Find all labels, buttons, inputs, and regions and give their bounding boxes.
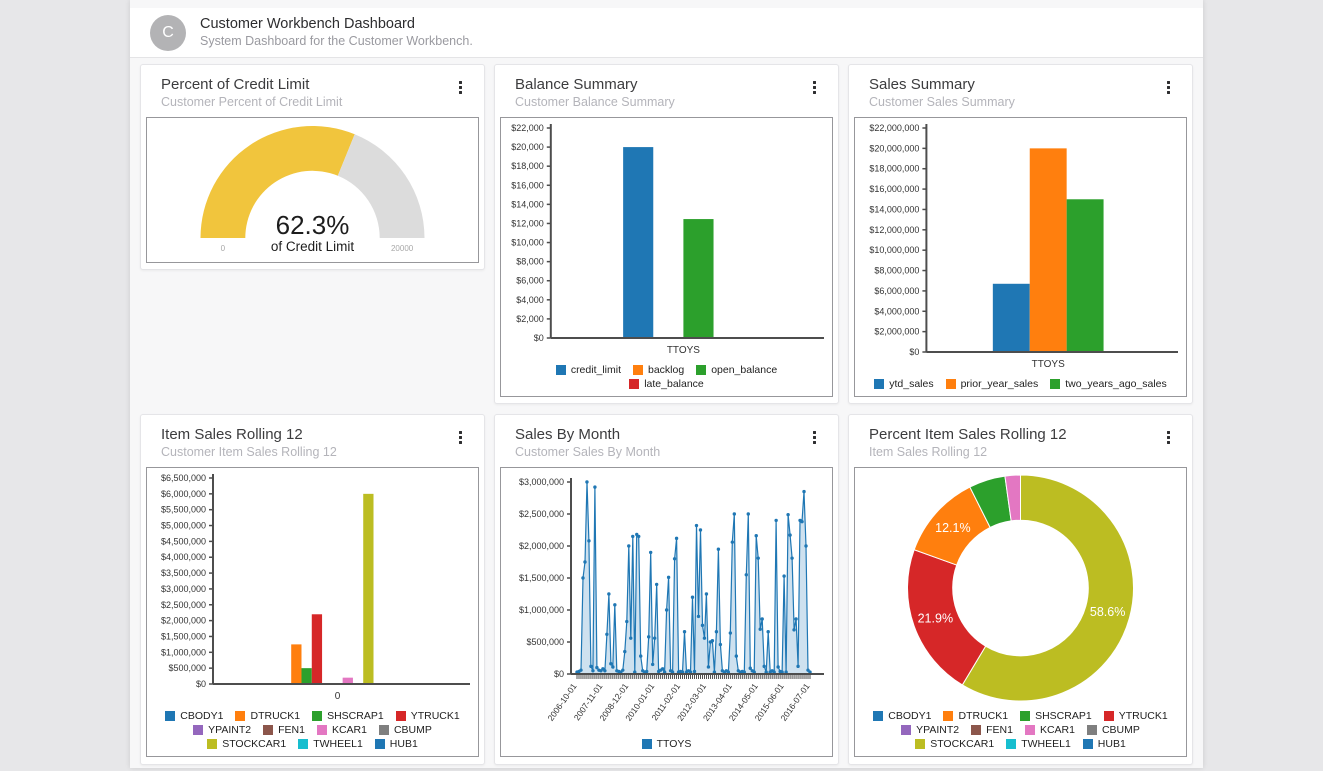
card-subtitle: Customer Percent of Credit Limit (161, 95, 343, 109)
legend-label: CBODY1 (888, 710, 932, 722)
legend-label: FEN1 (986, 724, 1013, 736)
legend-label: TWHEEL1 (313, 738, 363, 750)
kebab-menu-icon[interactable] (451, 76, 470, 99)
svg-text:$2,500,000: $2,500,000 (518, 509, 564, 519)
legend-item[interactable] (235, 710, 300, 722)
legend-label: two_years_ago_sales (1065, 378, 1167, 390)
svg-text:20000: 20000 (390, 244, 414, 253)
svg-text:of Credit Limit: of Credit Limit (270, 239, 355, 254)
svg-text:$22,000,000: $22,000,000 (869, 123, 920, 133)
legend-label: HUB1 (1097, 738, 1126, 750)
card-title: Sales Summary (869, 76, 975, 93)
legend-swatch (915, 739, 925, 749)
legend-swatch (1006, 739, 1016, 749)
legend-swatch (375, 739, 385, 749)
legend-label: credit_limit (570, 364, 621, 376)
svg-text:$3,500,000: $3,500,000 (160, 568, 206, 579)
svg-text:TTOYS: TTOYS (666, 345, 700, 356)
card-title: Sales By Month (515, 426, 621, 443)
kebab-menu-icon[interactable] (805, 76, 824, 99)
card-header (141, 415, 484, 459)
legend-label: KCAR1 (331, 724, 367, 736)
svg-text:$14,000: $14,000 (511, 199, 544, 210)
card-header (849, 65, 1192, 109)
legend-swatch (1025, 725, 1035, 735)
legend-swatch (971, 725, 981, 735)
kebab-menu-icon[interactable] (805, 426, 824, 449)
svg-text:$12,000,000: $12,000,000 (869, 224, 920, 235)
svg-text:$10,000,000: $10,000,000 (869, 245, 920, 256)
legend-label: CBUMP (1101, 724, 1140, 736)
svg-text:TTOYS: TTOYS (1031, 359, 1065, 370)
chart-legend (501, 362, 832, 396)
legend-swatch (298, 739, 308, 749)
legend-item[interactable] (165, 710, 223, 722)
legend-label: open_balance (711, 364, 778, 376)
percent-item-sales-donut-chart[interactable] (854, 467, 1187, 757)
legend-label: SHSCRAP1 (327, 710, 384, 722)
svg-text:$8,000,000: $8,000,000 (874, 265, 920, 276)
legend-item[interactable] (943, 710, 1008, 722)
card-subtitle: Customer Balance Summary (515, 95, 675, 109)
svg-text:2007-11-01: 2007-11-01 (571, 681, 605, 723)
card-sales-summary (848, 64, 1193, 404)
svg-text:$14,000,000: $14,000,000 (869, 204, 920, 215)
legend-label: DTRUCK1 (958, 710, 1009, 722)
legend-item[interactable] (874, 378, 933, 390)
legend-item[interactable] (633, 364, 684, 376)
sales-summary-bar-chart[interactable] (854, 117, 1187, 397)
svg-text:$8,000: $8,000 (516, 256, 544, 267)
svg-text:$0: $0 (553, 669, 564, 679)
svg-text:$18,000,000: $18,000,000 (869, 163, 920, 174)
legend-item[interactable] (642, 738, 692, 750)
card-title: Percent of Credit Limit (161, 76, 310, 93)
legend-label: STOCKCAR1 (222, 738, 287, 750)
svg-text:$5,500,000: $5,500,000 (160, 504, 206, 515)
svg-text:$4,000,000: $4,000,000 (874, 306, 920, 317)
legend-label: YPAINT2 (916, 724, 960, 736)
svg-text:2015-06-01: 2015-06-01 (752, 681, 786, 723)
page-title: Customer Workbench Dashboard (200, 16, 415, 33)
svg-text:$16,000: $16,000 (511, 180, 544, 191)
card-balance-summary (494, 64, 839, 404)
svg-text:$18,000: $18,000 (511, 161, 544, 172)
legend-item[interactable] (312, 710, 384, 722)
kebab-menu-icon[interactable] (1159, 76, 1178, 99)
legend-label: late_balance (644, 378, 704, 390)
legend-swatch (901, 725, 911, 735)
svg-text:0: 0 (220, 244, 226, 253)
legend-swatch (379, 725, 389, 735)
header-text (200, 15, 473, 49)
card-subtitle: Customer Item Sales Rolling 12 (161, 445, 337, 459)
legend-swatch (1083, 739, 1093, 749)
legend-label: CBODY1 (180, 710, 224, 722)
svg-text:$16,000,000: $16,000,000 (869, 184, 920, 195)
legend-item[interactable] (1083, 738, 1126, 750)
svg-text:$5,000,000: $5,000,000 (160, 520, 206, 531)
svg-text:$2,000,000: $2,000,000 (518, 541, 564, 551)
svg-text:$22,000: $22,000 (511, 123, 544, 133)
card-item-sales-rolling-12 (140, 414, 485, 765)
svg-text:$1,500,000: $1,500,000 (518, 573, 564, 583)
legend-label: TTOYS (656, 738, 692, 750)
svg-text:2014-05-01: 2014-05-01 (726, 681, 760, 723)
legend-swatch (696, 365, 706, 375)
chart-legend (147, 708, 478, 756)
legend-swatch (943, 711, 953, 721)
svg-text:$6,500,000: $6,500,000 (160, 473, 206, 483)
legend-swatch (629, 379, 639, 389)
legend-label: FEN1 (278, 724, 305, 736)
legend-swatch (396, 711, 406, 721)
svg-text:$0: $0 (195, 679, 206, 689)
legend-item[interactable] (915, 738, 994, 750)
card-title: Item Sales Rolling 12 (161, 426, 303, 443)
legend-label: YTRUCK1 (1118, 710, 1168, 722)
svg-text:$0: $0 (909, 347, 920, 357)
legend-label: TWHEEL1 (1021, 738, 1071, 750)
legend-item[interactable] (1025, 724, 1075, 736)
legend-swatch (207, 739, 217, 749)
svg-text:2013-04-01: 2013-04-01 (700, 681, 734, 723)
legend-label: YTRUCK1 (410, 710, 460, 722)
svg-text:21.9%: 21.9% (917, 611, 954, 626)
svg-text:$0: $0 (533, 333, 544, 343)
svg-text:2012-03-01: 2012-03-01 (674, 681, 709, 723)
legend-item[interactable] (317, 724, 367, 736)
legend-item[interactable] (1050, 378, 1167, 390)
card-subtitle: Customer Sales Summary (869, 95, 1015, 109)
legend-label: prior_year_sales (960, 378, 1039, 390)
legend-swatch (165, 711, 175, 721)
legend-swatch (317, 725, 327, 735)
svg-text:$2,000: $2,000 (516, 313, 544, 324)
legend-swatch (874, 379, 884, 389)
credit-limit-gauge-chart[interactable] (146, 117, 479, 263)
kebab-menu-icon[interactable] (451, 426, 470, 449)
page-subtitle: System Dashboard for the Customer Workbench. (200, 34, 473, 49)
svg-text:12.1%: 12.1% (935, 521, 971, 536)
legend-swatch (873, 711, 883, 721)
legend-item[interactable] (379, 724, 432, 736)
card-header (141, 65, 484, 109)
svg-text:62.3%: 62.3% (275, 210, 350, 240)
svg-text:0: 0 (334, 691, 341, 702)
card-grid (130, 58, 1203, 771)
card-percent-of-credit-limit (140, 64, 485, 270)
legend-label: KCAR1 (1039, 724, 1075, 736)
svg-text:$20,000: $20,000 (511, 142, 544, 153)
svg-text:$1,000,000: $1,000,000 (518, 605, 564, 615)
legend-swatch (633, 365, 643, 375)
svg-text:$4,000,000: $4,000,000 (160, 552, 206, 563)
svg-text:$2,000,000: $2,000,000 (874, 326, 920, 337)
legend-label: SHSCRAP1 (1035, 710, 1092, 722)
legend-swatch (1104, 711, 1114, 721)
card-subtitle: Customer Sales By Month (515, 445, 661, 459)
legend-label: STOCKCAR1 (930, 738, 995, 750)
svg-text:2010-01-01: 2010-01-01 (623, 681, 657, 723)
legend-label: DTRUCK1 (250, 710, 301, 722)
legend-item[interactable] (971, 724, 1013, 736)
legend-label: HUB1 (389, 738, 418, 750)
svg-text:$10,000: $10,000 (511, 237, 544, 248)
legend-item[interactable] (629, 378, 704, 390)
legend-item[interactable] (946, 378, 1039, 390)
legend-swatch (312, 711, 322, 721)
legend-swatch (946, 379, 956, 389)
legend-swatch (1050, 379, 1060, 389)
card-header (495, 65, 838, 109)
legend-item[interactable] (873, 710, 931, 722)
svg-text:$6,000,000: $6,000,000 (874, 285, 920, 296)
svg-text:2006-10-01: 2006-10-01 (545, 681, 579, 723)
svg-text:2016-07-01: 2016-07-01 (778, 681, 812, 723)
legend-item[interactable] (396, 710, 460, 722)
legend-item[interactable] (696, 364, 777, 376)
svg-text:$6,000,000: $6,000,000 (160, 488, 206, 499)
chart-legend (855, 708, 1186, 756)
legend-swatch (193, 725, 203, 735)
legend-swatch (642, 739, 652, 749)
svg-text:$3,000,000: $3,000,000 (518, 477, 564, 487)
svg-text:$500,000: $500,000 (168, 663, 206, 674)
legend-swatch (556, 365, 566, 375)
legend-item[interactable] (193, 724, 251, 736)
chart-legend (855, 376, 1186, 396)
svg-text:2008-12-01: 2008-12-01 (597, 681, 631, 723)
card-header (849, 415, 1192, 459)
balance-summary-bar-chart[interactable] (500, 117, 833, 397)
legend-swatch (1020, 711, 1030, 721)
legend-item[interactable] (263, 724, 305, 736)
dashboard-header (130, 8, 1203, 58)
svg-text:$4,000: $4,000 (516, 294, 544, 305)
svg-text:$1,000,000: $1,000,000 (160, 647, 206, 658)
svg-text:$2,000,000: $2,000,000 (160, 615, 206, 626)
legend-item[interactable] (298, 738, 363, 750)
legend-swatch (235, 711, 245, 721)
legend-label: CBUMP (393, 724, 432, 736)
legend-swatch (1087, 725, 1097, 735)
svg-text:58.6%: 58.6% (1089, 605, 1126, 620)
dashboard-content (130, 0, 1203, 768)
avatar: C (150, 15, 186, 51)
legend-item[interactable] (556, 364, 621, 376)
legend-item[interactable] (1087, 724, 1140, 736)
legend-item[interactable] (1104, 710, 1168, 722)
sales-by-month-line-chart[interactable] (500, 467, 833, 757)
legend-item[interactable] (901, 724, 959, 736)
card-subtitle: Item Sales Rolling 12 (869, 445, 988, 459)
svg-text:$2,500,000: $2,500,000 (160, 599, 206, 610)
legend-swatch (263, 725, 273, 735)
legend-item[interactable] (207, 738, 286, 750)
kebab-menu-icon[interactable] (1159, 426, 1178, 449)
legend-item[interactable] (1020, 710, 1092, 722)
card-percent-item-sales-rolling-12 (848, 414, 1193, 765)
svg-text:$3,000,000: $3,000,000 (160, 583, 206, 594)
svg-text:$1,500,000: $1,500,000 (160, 631, 206, 642)
svg-text:$20,000,000: $20,000,000 (869, 143, 920, 154)
svg-text:$12,000: $12,000 (511, 218, 544, 229)
legend-item[interactable] (375, 738, 418, 750)
item-sales-bar-chart[interactable] (146, 467, 479, 757)
legend-label: ytd_sales (889, 378, 934, 390)
legend-label: YPAINT2 (208, 724, 252, 736)
card-header (495, 415, 838, 459)
svg-text:$6,000: $6,000 (516, 275, 544, 286)
svg-text:2011-02-01: 2011-02-01 (649, 681, 683, 723)
svg-text:$500,000: $500,000 (526, 637, 564, 647)
card-sales-by-month (494, 414, 839, 765)
chart-legend (501, 736, 832, 756)
card-title: Percent Item Sales Rolling 12 (869, 426, 1067, 443)
card-title: Balance Summary (515, 76, 638, 93)
legend-item[interactable] (1006, 738, 1071, 750)
legend-label: backlog (648, 364, 685, 376)
svg-text:$4,500,000: $4,500,000 (160, 536, 206, 547)
